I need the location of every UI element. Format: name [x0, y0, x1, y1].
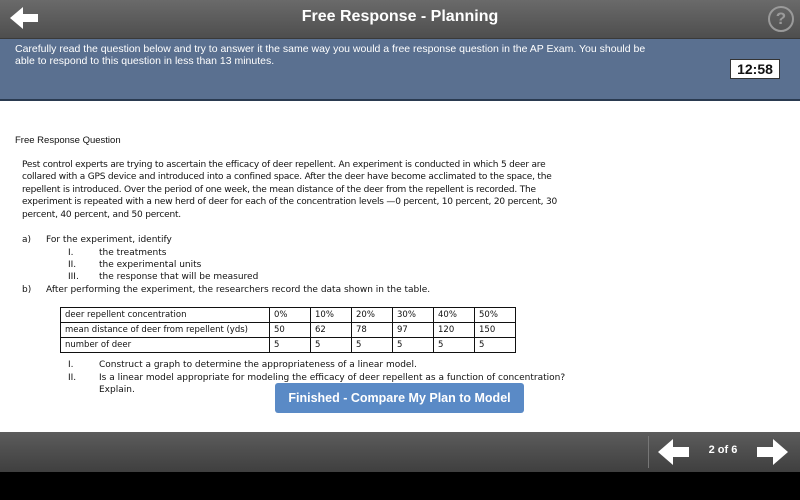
- table-cell: 120: [434, 323, 475, 338]
- table-cell: 97: [393, 323, 434, 338]
- part-b-item-text: Construct a graph to determine the appropriateness of a linear model.: [99, 360, 417, 370]
- part-a-item-text: the treatments: [99, 248, 167, 258]
- table-cell: 150: [475, 323, 516, 338]
- top-bar: [0, 0, 800, 39]
- part-b-item-text: Is a linear model appropriate for modeling the efficacy of deer repellent as a function of concentration?: [99, 373, 566, 383]
- table-cell: 50%: [475, 308, 516, 323]
- table-cell: 5: [434, 338, 475, 353]
- part-a-text: For the experiment, identify: [46, 235, 172, 245]
- table-cell: 40%: [434, 308, 475, 323]
- part-b-item-num: I.: [68, 360, 74, 370]
- page-indicator: 2 of 6: [708, 444, 738, 456]
- table-cell: 50: [270, 323, 311, 338]
- table-cell: 5: [475, 338, 516, 353]
- part-b-label: b): [22, 285, 32, 295]
- table-cell: deer repellent concentration: [61, 308, 270, 323]
- question-passage: Pest control experts are trying to ascertain the efficacy of deer repellent. An experiment is conducted in which 5 deer are collared with a GPS device and introduced into a confined space. After the deer have become acclimated to the space, the repellent is introduced. Over the period of one week, the mean distance of the deer from the repellent is recorded. The experiment is repeated with a new herd of deer for each of the concentration levels —0 percent, 10 percent, 20 percent, 30 percent, 40 percent, and 50 percent.: [22, 160, 558, 220]
- table-row: [61, 323, 516, 338]
- table-cell: 5: [352, 338, 393, 353]
- part-b-item-text: Explain.: [99, 385, 135, 395]
- table-cell: mean distance of deer from repellent (yds): [61, 323, 270, 338]
- data-table: [60, 307, 516, 353]
- instructions-text: Carefully read the question below and try to answer it the same way you would a free response question in the AP Exam. You should be able to respond to this question in less than 13 minutes.: [15, 43, 646, 67]
- part-b-text: After performing the experiment, the researchers record the data shown in the table.: [46, 285, 431, 295]
- prev-arrow-icon: [658, 438, 690, 466]
- countdown-timer: 12:58: [730, 59, 780, 79]
- system-nav-bar: [0, 472, 800, 500]
- section-label: Free Response Question: [15, 135, 121, 146]
- table-cell: 62: [311, 323, 352, 338]
- table-cell: 5: [270, 338, 311, 353]
- page-title: Free Response - Planning: [301, 8, 499, 25]
- part-a-item-text: the experimental units: [99, 260, 202, 270]
- table-cell: 20%: [352, 308, 393, 323]
- table-cell: 78: [352, 323, 393, 338]
- table-cell: 5: [311, 338, 352, 353]
- bottom-bar: [0, 432, 800, 472]
- table-cell: 5: [393, 338, 434, 353]
- part-a-item-num: II.: [68, 260, 77, 270]
- divider: [648, 436, 649, 468]
- prev-button[interactable]: [658, 438, 690, 466]
- table-row: [61, 338, 516, 353]
- part-a-item-num: III.: [68, 272, 79, 282]
- help-icon[interactable]: ?: [768, 6, 794, 32]
- next-arrow-icon: [756, 438, 788, 466]
- part-b-item-num: II.: [68, 373, 77, 383]
- part-a-label: a): [22, 235, 32, 245]
- question-content: [0, 101, 800, 431]
- table-cell: number of deer: [61, 338, 270, 353]
- instructions-panel: [0, 39, 800, 101]
- finished-compare-button[interactable]: Finished - Compare My Plan to Model: [275, 383, 524, 413]
- next-button[interactable]: [756, 438, 788, 466]
- part-a-item-num: I.: [68, 248, 74, 258]
- table-cell: 0%: [270, 308, 311, 323]
- table-row: [61, 308, 516, 323]
- table-cell: 30%: [393, 308, 434, 323]
- table-cell: 10%: [311, 308, 352, 323]
- part-a-item-text: the response that will be measured: [99, 272, 259, 282]
